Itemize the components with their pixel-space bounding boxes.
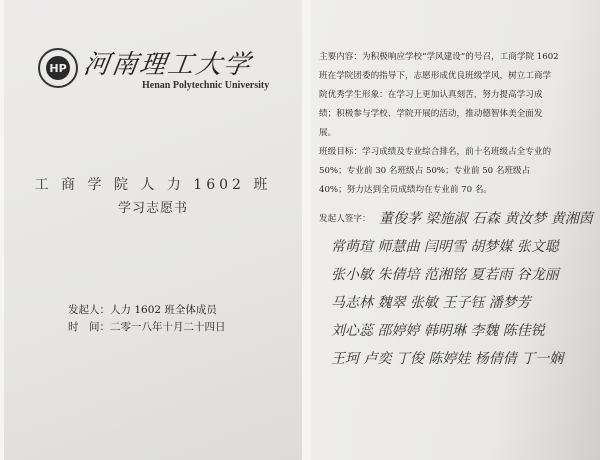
class-goal-paragraph: 班级目标：学习成绩及专业综合排名，前十名班级占全专业的 50%；专业前 30 名班级占 50%；专业前 50 名班级占 40%；努力达到全员成绩均在专业前 70 名。	[319, 147, 552, 195]
university-name-en: Henan Polytechnic University	[142, 80, 270, 91]
signature-row: 马志林 魏翠 张敏 王子钰 潘梦芳	[331, 295, 531, 311]
cover-page	[4, 0, 302, 460]
signature-row: 常萌瑄 师慧曲 闫明雪 胡梦媒 张文聪	[331, 239, 559, 255]
signatures	[331, 205, 596, 373]
initiator-line: 发起人：人力 1602 班全体成员	[68, 304, 217, 316]
signature-row: 王珂 卢奕 丁俊 陈婷娃 杨倩倩 丁一娴	[331, 351, 564, 367]
signature-row: 董俊茅 梁施淑 石森 黄汝梦 黄湘茵	[379, 211, 593, 227]
document-subtitle: 学习志愿书	[117, 201, 188, 216]
content-page	[311, 0, 600, 460]
body-text	[319, 48, 559, 200]
signature-label: 发起人签字：	[319, 214, 371, 224]
logo-mark: HP	[46, 56, 70, 80]
signature-row: 张小敏 朱倩培 范湘铭 夏若雨 谷龙丽	[331, 267, 559, 283]
main-content-paragraph: 主要内容：为积极响应学校“学风建设”的号召，工商学院 1602 班在学院团委的指导下，志愿形成优良班级学风，树立工商学院优秀学生形象：在学习上更加认真刻苦，努力提高学习成绩；积极参与学校、学院开展的活动，推动德智体美全面发展。	[319, 52, 559, 138]
document-title: 工 商 学 院 人 力 1602 班	[34, 177, 272, 193]
signature-row: 刘心蕊 邵婷婷 韩明琳 李魏 陈佳锐	[331, 323, 545, 339]
date-line: 时 间：二零一八年十月二十四日	[68, 321, 226, 333]
university-name-cn: 河南理工大学	[81, 50, 254, 80]
university-logo-icon	[38, 48, 78, 88]
